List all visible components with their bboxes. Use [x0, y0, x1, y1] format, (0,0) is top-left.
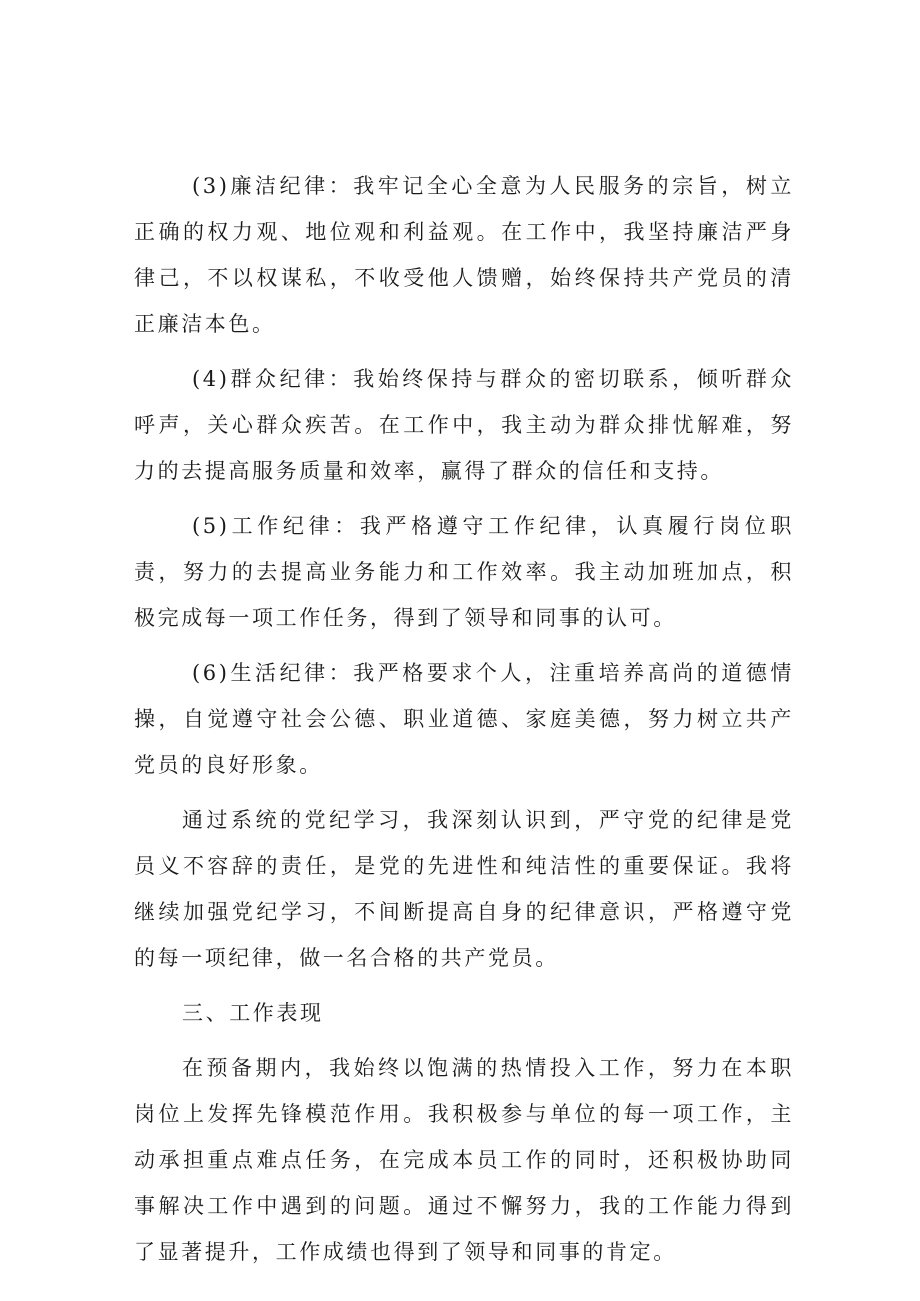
paragraph-work-performance: 在预备期内，我始终以饱满的热情投入工作，努力在本职岗位上发挥先锋模范作用。我积极参与单位的每一项工作，主动承担重点难点任务，在完成本员工作的同时，还积极协助同事解决工作中遇到的问题。通过不懈努力，我的工作能力得到了显著提升，工作成绩也得到了领导和同事的肯定。 [134, 1056, 794, 1264]
paragraph-mass-discipline: (4)群众纪律：我始终保持与群众的密切联系，倾听群众呼声，关心群众疾苦。在工作中，我主动为群众排忧解难，努力的去提高服务质量和效率，赢得了群众的信任和支持。 [134, 367, 794, 483]
document-body [134, 163, 794, 1284]
paragraph-conclusion: 通过系统的党纪学习，我深刻认识到，严守党的纪律是党员义不容辞的责任，是党的先进性和纯洁性的重要保证。我将继续加强党纪学习，不间断提高自身的纪律意识，严格遵守党的每一项纪律，做一名合格的共产党员。 [134, 808, 794, 970]
paragraph-work-discipline: (5)工作纪律：我严格遵守工作纪律，认真履行岗位职责，努力的去提高业务能力和工作效率。我主动加班加点，积极完成每一项工作任务，得到了领导和同事的认可。 [134, 514, 794, 630]
paragraph-life-discipline: (6)生活纪律：我严格要求个人，注重培养高尚的道德情操，自觉遵守社会公德、职业道德、家庭美德，努力树立共产党员的良好形象。 [134, 661, 794, 777]
paragraph-integrity-discipline: (3)廉洁纪律：我牢记全心全意为人民服务的宗旨，树立正确的权力观、地位观和利益观。在工作中，我坚持廉洁严身律己，不以权谋私，不收受他人馈赠，始终保持共产党员的清正廉洁本色。 [134, 174, 794, 336]
section-heading: 三、工作表现 [182, 1001, 324, 1025]
